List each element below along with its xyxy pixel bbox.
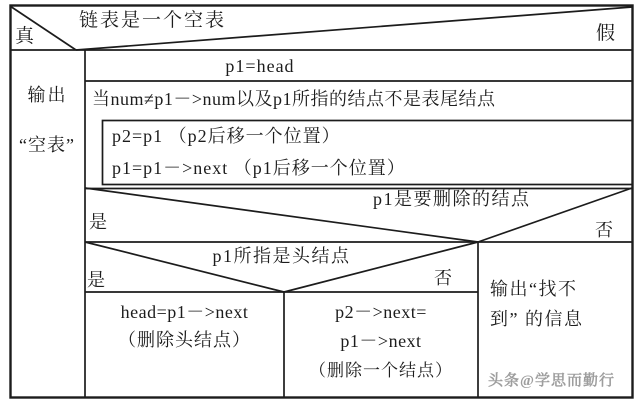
watermark: 头条@学思而勤行 <box>488 373 615 389</box>
false-label: 假 <box>596 23 618 44</box>
empty-list-condition: 链表是一个空表 <box>79 10 227 31</box>
output-empty-line1: 输出 <box>27 85 68 105</box>
not-found-line1: 输出“找不 <box>490 279 578 299</box>
delete-head-statement: head=p1－>next <box>120 302 249 322</box>
delete-yes-label: 是 <box>89 212 108 232</box>
delete-node-statement-2: p1－>next <box>340 331 422 351</box>
while-condition: 当num≠p1－>num以及p1所指的结点不是表尾结点 <box>92 89 496 109</box>
true-label: 真 <box>15 26 37 47</box>
head-no-label: 否 <box>434 268 453 288</box>
delete-node-statement-1: p2－>next= <box>335 302 427 322</box>
delete-head-note: （删除头结点） <box>118 330 251 350</box>
assign-head-statement: p1=head <box>225 56 295 76</box>
head-yes-label: 是 <box>87 270 106 290</box>
output-empty-line2: “空表” <box>19 135 75 155</box>
not-found-line2: 到” 的信息 <box>490 309 584 329</box>
loop-statement-2: p1=p1－>next （p1后移一个位置） <box>112 158 406 178</box>
delete-node-note: （删除一个结点） <box>309 361 453 380</box>
loop-statement-1: p2=p1 （p2后移一个位置） <box>112 126 341 146</box>
head-condition: p1所指是头结点 <box>212 246 351 266</box>
delete-condition: p1是要删除的结点 <box>373 189 531 209</box>
delete-no-label: 否 <box>595 220 614 240</box>
